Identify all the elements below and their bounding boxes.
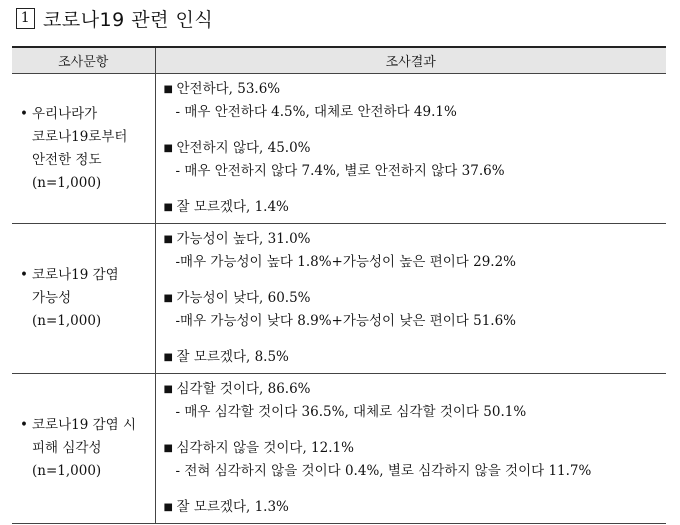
question-text: 안전한 정도 xyxy=(32,151,102,168)
answer-detail: - 매우 안전하다 4.5%, 대체로 안전하다 49.1% xyxy=(175,104,457,120)
table-header-row xyxy=(12,47,666,74)
header-survey-result: 조사결과 xyxy=(155,47,666,74)
answer-item: ■ 잘 모르겠다, 1.4% xyxy=(164,196,667,219)
answer-item: ■ 가능성이 높다, 31.0% xyxy=(164,228,667,251)
bullet-icon: • xyxy=(20,105,28,122)
sample-size: (n=1,000) xyxy=(32,313,102,329)
survey-table xyxy=(12,46,666,524)
square-bullet-icon: ■ xyxy=(163,352,173,363)
sample-size: (n=1,000) xyxy=(32,174,102,191)
square-bullet-icon: ■ xyxy=(163,293,173,304)
table-row xyxy=(12,374,666,524)
section-title-text: 코로나19 관련 인식 xyxy=(43,8,214,31)
question-text: 코로나19로부터 xyxy=(32,128,128,145)
answer-item: ■ 심각할 것이다, 86.6% xyxy=(164,378,667,401)
header-survey-item: 조사문항 xyxy=(12,47,155,74)
question-text: 가능성 xyxy=(32,290,72,306)
question-text: 코로나19 감염 시 xyxy=(32,417,137,433)
square-bullet-icon: ■ xyxy=(163,143,173,154)
answer-item: ■ 안전하다, 53.6% xyxy=(164,78,667,101)
answer-detail: - 매우 심각할 것이다 36.5%, 대체로 심각할 것이다 50.1% xyxy=(175,404,527,420)
question-text: 코로나19 감염 xyxy=(32,267,119,283)
section-number-box: 1 xyxy=(16,8,35,29)
result-cell xyxy=(155,74,666,224)
square-bullet-icon: ■ xyxy=(163,384,173,395)
answer-item: ■ 심각하지 않을 것이다, 12.1% xyxy=(164,437,667,460)
bullet-icon: • xyxy=(20,267,28,283)
section-title xyxy=(16,4,213,32)
square-bullet-icon: ■ xyxy=(163,234,173,245)
result-cell xyxy=(155,224,666,374)
answer-detail: -매우 가능성이 높다 1.8%+가능성이 높은 편이다 29.2% xyxy=(175,254,517,270)
answer-item: ■ 안전하지 않다, 45.0% xyxy=(164,137,667,160)
question-text: 우리나라가 xyxy=(32,105,98,122)
square-bullet-icon: ■ xyxy=(163,443,173,454)
square-bullet-icon: ■ xyxy=(163,84,173,95)
square-bullet-icon: ■ xyxy=(163,202,173,213)
answer-detail: -매우 가능성이 낮다 8.9%+가능성이 낮은 편이다 51.6% xyxy=(175,313,517,329)
question-cell xyxy=(12,374,155,524)
question-cell xyxy=(12,74,155,224)
square-bullet-icon: ■ xyxy=(163,502,173,513)
table-row xyxy=(12,224,666,374)
result-cell xyxy=(155,374,666,524)
table-row xyxy=(12,74,666,224)
answer-detail: - 전혀 심각하지 않을 것이다 0.4%, 별로 심각하지 않을 것이다 11.7% xyxy=(175,463,592,479)
question-cell xyxy=(12,224,155,374)
question-text: 피해 심각성 xyxy=(32,440,102,456)
bullet-icon: • xyxy=(20,417,28,433)
answer-item: ■ 가능성이 낮다, 60.5% xyxy=(164,287,667,310)
answer-detail: - 매우 안전하지 않다 7.4%, 별로 안전하지 않다 37.6% xyxy=(175,163,505,179)
answer-item: ■ 잘 모르겠다, 1.3% xyxy=(164,496,667,519)
sample-size: (n=1,000) xyxy=(32,463,102,479)
answer-item: ■ 잘 모르겠다, 8.5% xyxy=(164,346,667,369)
